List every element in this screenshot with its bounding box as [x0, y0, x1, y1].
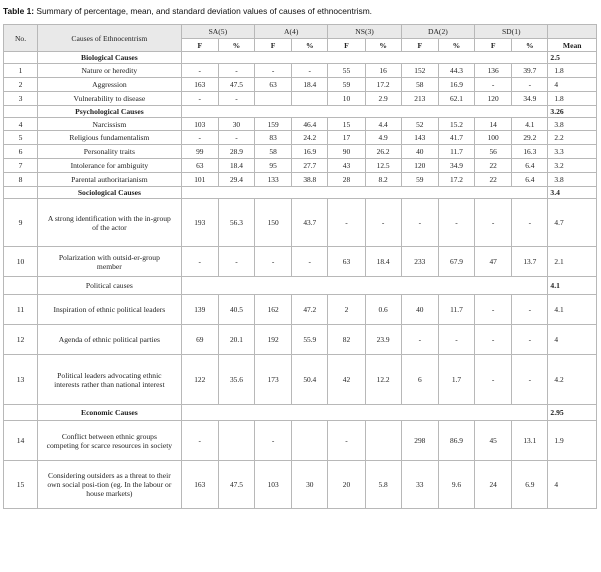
cell-percent: 11.7	[438, 145, 474, 159]
cell-percent: 16	[365, 64, 401, 78]
cell-percent: 40.5	[218, 295, 254, 325]
cell-percent: 2.9	[365, 92, 401, 106]
cell-frequency: 213	[401, 92, 438, 106]
cell-percent: -	[218, 247, 254, 277]
cell-frequency: 22	[475, 173, 512, 187]
header-f: F	[475, 39, 512, 52]
cell-percent: 28.9	[218, 145, 254, 159]
cell-percent: 39.7	[512, 64, 548, 78]
row-mean: 3.8	[548, 118, 597, 131]
row-no: 1	[4, 64, 38, 78]
header-cause: Causes of Ethnocentrism	[38, 25, 182, 52]
cell-frequency: 59	[328, 78, 365, 92]
cell-percent: 4.9	[365, 131, 401, 145]
cell-frequency: 90	[328, 145, 365, 159]
table-row	[4, 295, 597, 325]
caption-text: Summary of percentage, mean, and standard deviation values of causes of ethnocentrism.	[36, 6, 373, 16]
cell-percent: -	[438, 199, 474, 247]
cell-percent: 1.7	[438, 355, 474, 405]
cell-percent: 56.3	[218, 199, 254, 247]
row-cause: Personality traits	[38, 145, 182, 159]
section-empty-cells	[181, 405, 548, 421]
cell-percent: 4.1	[512, 118, 548, 131]
cell-frequency: 120	[475, 92, 512, 106]
cell-percent	[292, 92, 328, 106]
cell-frequency: 193	[181, 199, 218, 247]
header-pct: %	[365, 39, 401, 52]
cell-frequency: 2	[328, 295, 365, 325]
cell-percent: 15.2	[438, 118, 474, 131]
cell-frequency: 192	[255, 325, 292, 355]
header-no: No.	[4, 25, 38, 52]
cell-percent: 17.2	[438, 173, 474, 187]
cell-frequency: -	[475, 355, 512, 405]
row-mean: 4.7	[548, 199, 597, 247]
row-no: 15	[4, 461, 38, 509]
cell-frequency: 122	[181, 355, 218, 405]
cell-percent: 47.5	[218, 78, 254, 92]
cell-frequency: 22	[475, 159, 512, 173]
cell-percent: 16.3	[512, 145, 548, 159]
cell-frequency: 163	[181, 461, 218, 509]
header-pct: %	[438, 39, 474, 52]
cell-frequency: 6	[401, 355, 438, 405]
cell-percent: 35.6	[218, 355, 254, 405]
cell-percent: 18.4	[365, 247, 401, 277]
cell-percent: 47.5	[218, 461, 254, 509]
row-no: 12	[4, 325, 38, 355]
cell-frequency: 42	[328, 355, 365, 405]
section-mean: 3.26	[548, 106, 597, 118]
cell-percent: 34.9	[512, 92, 548, 106]
cell-frequency: 298	[401, 421, 438, 461]
cell-frequency: -	[255, 64, 292, 78]
cell-frequency: 43	[328, 159, 365, 173]
cell-percent: 38.8	[292, 173, 328, 187]
cell-frequency: 55	[328, 64, 365, 78]
cell-frequency: 17	[328, 131, 365, 145]
caption-label: Table 1:	[3, 6, 35, 16]
row-cause: Agenda of ethnic political parties	[38, 325, 182, 355]
section-row	[4, 52, 597, 64]
row-mean: 2.2	[548, 131, 597, 145]
row-cause: Nature or heredity	[38, 64, 182, 78]
row-no: 5	[4, 131, 38, 145]
table-row	[4, 199, 597, 247]
cell-frequency: -	[255, 421, 292, 461]
section-row	[4, 277, 597, 295]
cell-frequency: -	[475, 325, 512, 355]
table-row	[4, 159, 597, 173]
cell-frequency: 10	[328, 92, 365, 106]
cell-frequency: 139	[181, 295, 218, 325]
cell-frequency: 63	[328, 247, 365, 277]
row-no: 2	[4, 78, 38, 92]
cell-frequency: 63	[181, 159, 218, 173]
cell-percent: -	[218, 64, 254, 78]
cell-percent: -	[512, 325, 548, 355]
header-f: F	[255, 39, 292, 52]
cell-frequency: 100	[475, 131, 512, 145]
cell-frequency: 83	[255, 131, 292, 145]
row-cause: Considering outsiders as a threat to their own social posi-tion (eg. In the labour or house markets)	[38, 461, 182, 509]
table-body	[4, 52, 597, 509]
cell-frequency: 233	[401, 247, 438, 277]
section-row	[4, 106, 597, 118]
cell-frequency: -	[255, 247, 292, 277]
row-cause: Aggression	[38, 78, 182, 92]
section-no-cell	[4, 277, 38, 295]
cell-frequency: 163	[181, 78, 218, 92]
row-mean: 1.8	[548, 92, 597, 106]
cell-percent	[292, 421, 328, 461]
cell-frequency: -	[181, 247, 218, 277]
row-cause: Narcissism	[38, 118, 182, 131]
header-f: F	[181, 39, 218, 52]
row-mean: 3.3	[548, 145, 597, 159]
row-cause: A strong identification with the in-group of the actor	[38, 199, 182, 247]
header-mean: Mean	[548, 39, 597, 52]
table-row	[4, 247, 597, 277]
table-row	[4, 173, 597, 187]
row-mean: 2.1	[548, 247, 597, 277]
section-empty-cells	[181, 187, 548, 199]
row-cause: Political leaders advocating ethnic interests rather than national interest	[38, 355, 182, 405]
row-no: 14	[4, 421, 38, 461]
cell-percent: 26.2	[365, 145, 401, 159]
cell-frequency: 133	[255, 173, 292, 187]
cell-percent: 6.4	[512, 173, 548, 187]
table-row	[4, 461, 597, 509]
row-mean: 4.1	[548, 295, 597, 325]
cell-percent: 24.2	[292, 131, 328, 145]
cell-frequency: -	[181, 64, 218, 78]
row-mean: 3.2	[548, 159, 597, 173]
row-cause: Conflict between ethnic groups competing for scarce resources in society	[38, 421, 182, 461]
header-f: F	[401, 39, 438, 52]
row-mean: 1.8	[548, 64, 597, 78]
cell-percent: 44.3	[438, 64, 474, 78]
table-row	[4, 145, 597, 159]
cell-frequency: 24	[475, 461, 512, 509]
cell-frequency: 58	[255, 145, 292, 159]
cell-frequency: 47	[475, 247, 512, 277]
section-label: Psychological Causes	[38, 106, 182, 118]
cell-percent: 29.4	[218, 173, 254, 187]
ethnocentrism-table	[3, 24, 597, 509]
table-row	[4, 325, 597, 355]
row-mean: 4	[548, 78, 597, 92]
section-mean: 2.5	[548, 52, 597, 64]
header-group-sd: SD(1)	[475, 25, 548, 39]
cell-frequency: 136	[475, 64, 512, 78]
cell-frequency: 120	[401, 159, 438, 173]
header-group-ns: NS(3)	[328, 25, 401, 39]
cell-percent: 17.2	[365, 78, 401, 92]
cell-frequency: 101	[181, 173, 218, 187]
cell-frequency: 15	[328, 118, 365, 131]
cell-frequency: 52	[401, 118, 438, 131]
section-label: Economic Causes	[38, 405, 182, 421]
header-pct: %	[292, 39, 328, 52]
table-row	[4, 131, 597, 145]
cell-percent: 12.2	[365, 355, 401, 405]
cell-percent: 0.6	[365, 295, 401, 325]
cell-percent: 13.7	[512, 247, 548, 277]
cell-percent: 12.5	[365, 159, 401, 173]
row-no: 4	[4, 118, 38, 131]
cell-percent: 16.9	[438, 78, 474, 92]
cell-frequency: 150	[255, 199, 292, 247]
cell-percent: -	[512, 295, 548, 325]
cell-percent: 29.2	[512, 131, 548, 145]
cell-percent: 55.9	[292, 325, 328, 355]
cell-percent: 8.2	[365, 173, 401, 187]
cell-percent: 18.4	[218, 159, 254, 173]
header-mean-top	[548, 25, 597, 39]
cell-percent: 9.6	[438, 461, 474, 509]
cell-frequency: -	[401, 325, 438, 355]
cell-percent: 34.9	[438, 159, 474, 173]
cell-frequency: 33	[401, 461, 438, 509]
cell-frequency	[255, 92, 292, 106]
section-mean: 4.1	[548, 277, 597, 295]
table-row	[4, 92, 597, 106]
row-mean: 4	[548, 461, 597, 509]
section-empty-cells	[181, 277, 548, 295]
cell-percent: -	[512, 355, 548, 405]
cell-percent: 41.7	[438, 131, 474, 145]
cell-percent: -	[218, 131, 254, 145]
row-no: 10	[4, 247, 38, 277]
section-no-cell	[4, 187, 38, 199]
header-pct: %	[512, 39, 548, 52]
row-mean: 3.8	[548, 173, 597, 187]
header-f: F	[328, 39, 365, 52]
row-cause: Parental authoritarianism	[38, 173, 182, 187]
cell-frequency: 56	[475, 145, 512, 159]
cell-percent: 18.4	[292, 78, 328, 92]
cell-percent: 30	[218, 118, 254, 131]
cell-percent: 62.1	[438, 92, 474, 106]
cell-percent: -	[292, 247, 328, 277]
header-group-sa: SA(5)	[181, 25, 254, 39]
cell-frequency: 40	[401, 295, 438, 325]
cell-frequency: -	[181, 421, 218, 461]
cell-percent: 67.9	[438, 247, 474, 277]
row-no: 8	[4, 173, 38, 187]
cell-percent: 6.9	[512, 461, 548, 509]
cell-frequency: -	[475, 199, 512, 247]
cell-frequency: 152	[401, 64, 438, 78]
header-row-groups	[4, 25, 597, 39]
cell-percent: -	[365, 199, 401, 247]
row-no: 3	[4, 92, 38, 106]
cell-frequency: 63	[255, 78, 292, 92]
row-no: 11	[4, 295, 38, 325]
row-cause: Intolerance for ambiguity	[38, 159, 182, 173]
section-label: Biological Causes	[38, 52, 182, 64]
section-row	[4, 405, 597, 421]
cell-percent	[218, 421, 254, 461]
cell-frequency: -	[181, 131, 218, 145]
cell-frequency: 59	[401, 173, 438, 187]
cell-percent: -	[512, 78, 548, 92]
cell-frequency: 159	[255, 118, 292, 131]
cell-frequency: 143	[401, 131, 438, 145]
cell-percent: 13.1	[512, 421, 548, 461]
cell-frequency: 20	[328, 461, 365, 509]
cell-frequency: 82	[328, 325, 365, 355]
cell-frequency: 95	[255, 159, 292, 173]
section-mean: 3.4	[548, 187, 597, 199]
cell-frequency: 14	[475, 118, 512, 131]
row-no: 7	[4, 159, 38, 173]
cell-percent: 16.9	[292, 145, 328, 159]
row-no: 13	[4, 355, 38, 405]
cell-frequency: 173	[255, 355, 292, 405]
table-row	[4, 355, 597, 405]
row-no: 6	[4, 145, 38, 159]
section-mean: 2.95	[548, 405, 597, 421]
cell-percent: -	[512, 199, 548, 247]
header-group-da: DA(2)	[401, 25, 474, 39]
cell-frequency: 28	[328, 173, 365, 187]
cell-frequency: -	[475, 295, 512, 325]
cell-percent: -	[438, 325, 474, 355]
row-cause: Polarization with outsid-er-group member	[38, 247, 182, 277]
cell-frequency: -	[475, 78, 512, 92]
table-row	[4, 64, 597, 78]
table-row	[4, 421, 597, 461]
row-mean: 4.2	[548, 355, 597, 405]
cell-frequency: -	[181, 92, 218, 106]
cell-percent: 46.4	[292, 118, 328, 131]
cell-percent	[365, 421, 401, 461]
section-no-cell	[4, 52, 38, 64]
row-mean: 4	[548, 325, 597, 355]
cell-frequency: -	[328, 421, 365, 461]
cell-percent: 27.7	[292, 159, 328, 173]
section-label: Political causes	[38, 277, 182, 295]
cell-frequency: 45	[475, 421, 512, 461]
cell-percent: 47.2	[292, 295, 328, 325]
cell-percent: 86.9	[438, 421, 474, 461]
cell-percent: 4.4	[365, 118, 401, 131]
cell-frequency: -	[328, 199, 365, 247]
cell-frequency: 40	[401, 145, 438, 159]
row-no: 9	[4, 199, 38, 247]
row-cause: Religious fundamentalism	[38, 131, 182, 145]
cell-percent: 5.8	[365, 461, 401, 509]
table-caption	[3, 6, 372, 16]
cell-frequency: 162	[255, 295, 292, 325]
cell-percent: 43.7	[292, 199, 328, 247]
cell-frequency: -	[401, 199, 438, 247]
row-cause: Vulnerability to disease	[38, 92, 182, 106]
cell-percent: 6.4	[512, 159, 548, 173]
cell-percent: -	[292, 64, 328, 78]
table-row	[4, 118, 597, 131]
header-pct: %	[218, 39, 254, 52]
cell-frequency: 103	[255, 461, 292, 509]
cell-percent: 20.1	[218, 325, 254, 355]
cell-percent: 50.4	[292, 355, 328, 405]
header-group-a: A(4)	[255, 25, 328, 39]
cell-frequency: 69	[181, 325, 218, 355]
section-no-cell	[4, 106, 38, 118]
cell-frequency: 103	[181, 118, 218, 131]
section-no-cell	[4, 405, 38, 421]
section-row	[4, 187, 597, 199]
row-mean: 1.9	[548, 421, 597, 461]
cell-frequency: 99	[181, 145, 218, 159]
table-row	[4, 78, 597, 92]
cell-percent: 11.7	[438, 295, 474, 325]
cell-frequency: 58	[401, 78, 438, 92]
section-empty-cells	[181, 52, 548, 64]
row-cause: Inspiration of ethnic political leaders	[38, 295, 182, 325]
cell-percent: -	[218, 92, 254, 106]
section-label: Sociological Causes	[38, 187, 182, 199]
section-empty-cells	[181, 106, 548, 118]
cell-percent: 30	[292, 461, 328, 509]
cell-percent: 23.9	[365, 325, 401, 355]
